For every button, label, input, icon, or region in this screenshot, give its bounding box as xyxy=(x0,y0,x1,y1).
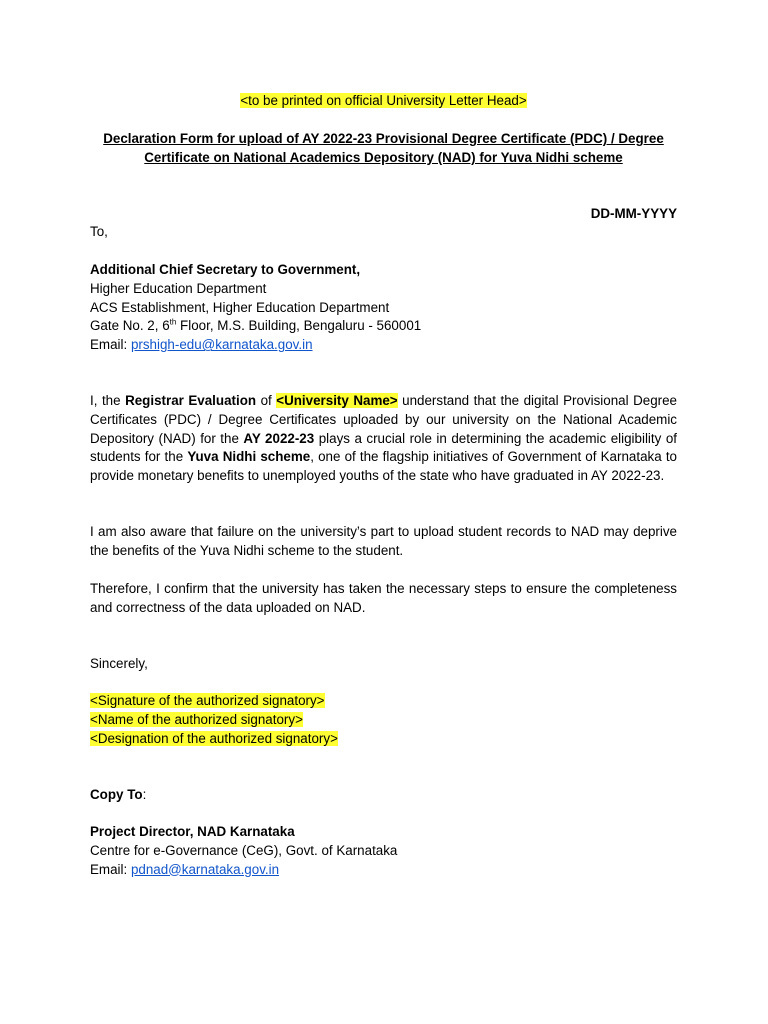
recipient-email-link[interactable]: prshigh-edu@karnataka.gov.in xyxy=(130,337,313,353)
recipient-address xyxy=(90,317,677,336)
para1-text-4: plays a crucial role in determining the academic eligibility of students for the xyxy=(90,430,677,465)
title-line-2: Certificate on National Academics Depository (NAD) for Yuva Nidhi scheme xyxy=(144,149,623,165)
name-placeholder: <Name of the authorized signatory> xyxy=(90,711,303,727)
yuva-nidhi-scheme-text: Yuva Nidhi scheme xyxy=(187,449,311,465)
closing: Sincerely, xyxy=(90,656,148,671)
registrar-evaluation-text: Registrar Evaluation xyxy=(125,393,257,408)
paragraph-1 xyxy=(90,392,677,486)
paragraph-2: I am also aware that failure on the university’s part to upload student records to NAD may deprive the benefits of the Yuva Nidhi scheme to the student. xyxy=(90,524,677,558)
recipient-email-line xyxy=(90,336,677,355)
university-name-placeholder: <University Name> xyxy=(276,393,398,408)
copy-to-email-label: Email: xyxy=(90,861,131,877)
para1-text-5: , one of the flagship initiatives of Government of Karnataka to provide monetary benefits to unemployed youths of the state who have graduated in AY 2022-23. xyxy=(90,449,677,484)
address-superscript: th xyxy=(169,317,177,327)
recipient-line-1: Higher Education Department xyxy=(90,280,267,296)
copy-to-email-link[interactable]: pdnad@karnataka.gov.in xyxy=(130,861,280,877)
academic-year-text: AY 2022-23 xyxy=(243,430,315,446)
copy-to-line-1: Centre for e-Governance (CeG), Govt. of Karnataka xyxy=(90,842,398,858)
copy-to-block xyxy=(90,823,677,879)
address-part-1: Gate No. 2, 6 xyxy=(90,318,170,334)
salutation-to: To, xyxy=(90,224,108,239)
recipient-block xyxy=(90,261,677,355)
para1-text-1: I, the xyxy=(90,393,126,408)
copy-to-title: Project Director, NAD Karnataka xyxy=(90,824,295,839)
address-part-2: Floor, M.S. Building, Bengaluru - 560001 xyxy=(176,318,422,334)
recipient-line-2: ACS Establishment, Higher Education Department xyxy=(90,299,390,315)
signature-placeholder: <Signature of the authorized signatory> xyxy=(90,693,325,708)
letterhead-note xyxy=(90,92,677,111)
copy-to-label xyxy=(90,786,677,805)
para1-text-2: of xyxy=(256,393,277,408)
copy-to-label-text: Copy To xyxy=(90,787,143,802)
para1-text-3: understand that the digital Provisional Degree Certificates (PDC) / Degree Certificates uploaded by our university on the National Academic Depository (NAD) for the xyxy=(90,393,677,446)
recipient-email-label: Email: xyxy=(90,337,131,353)
recipient-title: Additional Chief Secretary to Government, xyxy=(90,262,361,277)
title-line-1: Declaration Form for upload of AY 2022-23 Provisional Degree Certificate (PDC) / Degree xyxy=(103,131,664,146)
paragraph-3: Therefore, I confirm that the university has taken the necessary steps to ensure the completeness and correctness of the data uploaded on NAD. xyxy=(90,581,677,615)
letterhead-note-text: <to be printed on official University Letter Head> xyxy=(240,93,527,108)
designation-placeholder: <Designation of the authorized signatory> xyxy=(90,730,338,746)
copy-to-email-line xyxy=(90,861,677,880)
document-title xyxy=(90,130,677,168)
date-placeholder: DD-MM-YYYY xyxy=(590,206,677,221)
signatory-block xyxy=(90,692,677,748)
copy-to-colon: : xyxy=(142,787,147,802)
